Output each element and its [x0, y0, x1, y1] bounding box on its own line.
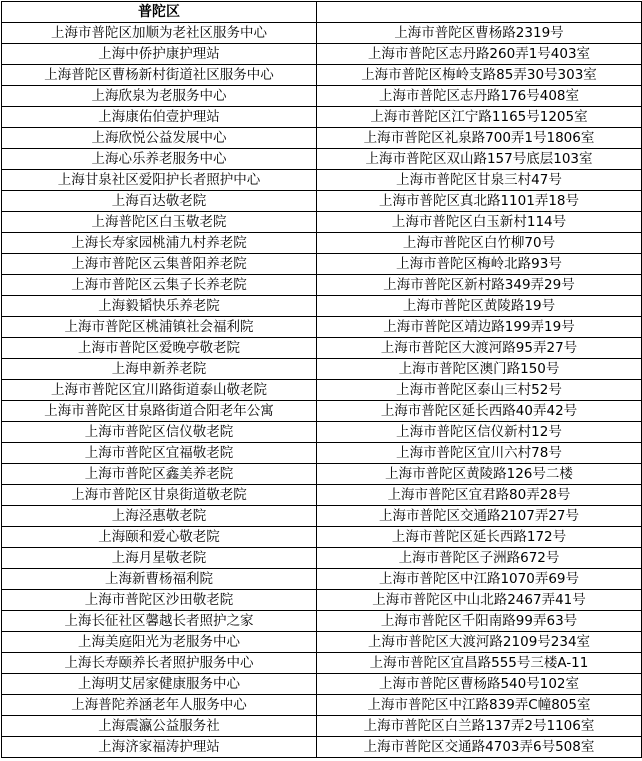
table-row	[2, 506, 642, 527]
address-cell: 上海市普陀区白玉新村114号	[317, 212, 642, 233]
org-name-cell: 上海百达敬老院	[2, 191, 317, 212]
table-row	[2, 191, 642, 212]
table-row	[2, 275, 642, 296]
table-row	[2, 695, 642, 716]
org-name-cell: 上海普陀养涵老年人服务中心	[2, 695, 317, 716]
address-cell: 上海市普陀区泰山三村52号	[317, 380, 642, 401]
org-name-cell: 上海康佑伯壹护理站	[2, 107, 317, 128]
org-name-cell: 上海中侨护康护理站	[2, 44, 317, 65]
org-name-cell: 上海市普陀区桃浦镇社会福利院	[2, 317, 317, 338]
org-name-cell: 上海普陀区曹杨新村街道社区服务中心	[2, 65, 317, 86]
table-row	[2, 338, 642, 359]
org-name-cell: 上海泾惠敬老院	[2, 506, 317, 527]
address-cell: 上海市普陀区靖边路199弄19号	[317, 317, 642, 338]
address-cell: 上海市普陀区大渡河路2109号234室	[317, 632, 642, 653]
org-name-cell: 上海市普陀区云集子长养老院	[2, 275, 317, 296]
org-name-cell: 上海市普陀区爱晚亭敬老院	[2, 338, 317, 359]
table-row	[2, 65, 642, 86]
table-row	[2, 527, 642, 548]
table-row	[2, 149, 642, 170]
address-cell: 上海市普陀区曹杨路540号102室	[317, 674, 642, 695]
address-cell: 上海市普陀区白兰路137弄2号1106室	[317, 716, 642, 737]
address-cell: 上海市普陀区真北路1101弄18号	[317, 191, 642, 212]
table-row	[2, 401, 642, 422]
table-row	[2, 548, 642, 569]
org-name-cell: 上海长寿颐养长者照护服务中心	[2, 653, 317, 674]
table-row	[2, 464, 642, 485]
table-row	[2, 296, 642, 317]
table-row	[2, 737, 642, 758]
table-title-row	[2, 2, 642, 23]
org-name-cell: 上海欣泉为老服务中心	[2, 86, 317, 107]
org-name-cell: 上海甘泉社区爱阳护长者照护中心	[2, 170, 317, 191]
address-cell: 上海市普陀区千阳南路99弄63号	[317, 611, 642, 632]
address-cell: 上海市普陀区中江路839弄C幢805室	[317, 695, 642, 716]
org-name-cell: 上海新曹杨福利院	[2, 569, 317, 590]
address-cell: 上海市普陀区宜川六村78号	[317, 443, 642, 464]
table-row	[2, 443, 642, 464]
org-address-table	[1, 1, 642, 758]
table-row	[2, 359, 642, 380]
table-row	[2, 233, 642, 254]
table-row	[2, 422, 642, 443]
org-name-cell: 上海欣悦公益发展中心	[2, 128, 317, 149]
address-cell: 上海市普陀区延长西路172号	[317, 527, 642, 548]
address-cell: 上海市普陀区信仪新村12号	[317, 422, 642, 443]
org-name-cell: 上海市普陀区信仪敬老院	[2, 422, 317, 443]
address-cell: 上海市普陀区曹杨路2319号	[317, 23, 642, 44]
address-cell: 上海市普陀区双山路157号底层103室	[317, 149, 642, 170]
table-row	[2, 569, 642, 590]
table-row	[2, 653, 642, 674]
table-title: 普陀区	[2, 2, 317, 23]
address-cell: 上海市普陀区宜昌路555号三楼A-11	[317, 653, 642, 674]
table-row	[2, 611, 642, 632]
table-row	[2, 590, 642, 611]
table-body	[2, 2, 642, 758]
org-name-cell: 上海市普陀区鑫美养老院	[2, 464, 317, 485]
address-cell: 上海市普陀区江宁路1165号1205室	[317, 107, 642, 128]
address-cell: 上海市普陀区甘泉三村47号	[317, 170, 642, 191]
org-name-cell: 上海市普陀区加顺为老社区服务中心	[2, 23, 317, 44]
org-name-cell: 上海毅韬快乐养老院	[2, 296, 317, 317]
table-row	[2, 485, 642, 506]
address-cell: 上海市普陀区宜君路80弄28号	[317, 485, 642, 506]
address-cell: 上海市普陀区中山北路2467弄41号	[317, 590, 642, 611]
address-cell: 上海市普陀区梅岭北路93号	[317, 254, 642, 275]
table-row	[2, 86, 642, 107]
table-row	[2, 212, 642, 233]
table-row	[2, 170, 642, 191]
table-row	[2, 317, 642, 338]
table-row	[2, 254, 642, 275]
address-cell: 上海市普陀区志丹路260弄1号403室	[317, 44, 642, 65]
org-name-cell: 上海长征社区馨越长者照护之家	[2, 611, 317, 632]
org-name-cell: 上海颐和爱心敬老院	[2, 527, 317, 548]
table-row	[2, 380, 642, 401]
table-row	[2, 107, 642, 128]
table-row	[2, 632, 642, 653]
table-title-blank-cell	[317, 2, 642, 23]
org-name-cell: 上海震瀛公益服务社	[2, 716, 317, 737]
address-cell: 上海市普陀区志丹路176号408室	[317, 86, 642, 107]
address-cell: 上海市普陀区白竹柳70号	[317, 233, 642, 254]
org-name-cell: 上海普陀区白玉敬老院	[2, 212, 317, 233]
address-cell: 上海市普陀区黄陵路19号	[317, 296, 642, 317]
org-name-cell: 上海市普陀区宜川路街道泰山敬老院	[2, 380, 317, 401]
address-cell: 上海市普陀区礼泉路700弄1号1806室	[317, 128, 642, 149]
address-cell: 上海市普陀区交通路4703弄6号508室	[317, 737, 642, 758]
org-name-cell: 上海市普陀区沙田敬老院	[2, 590, 317, 611]
address-cell: 上海市普陀区延长西路40弄42号	[317, 401, 642, 422]
address-cell: 上海市普陀区澳门路150号	[317, 359, 642, 380]
address-cell: 上海市普陀区梅岭支路85弄30号303室	[317, 65, 642, 86]
address-cell: 上海市普陀区交通路2107弄27号	[317, 506, 642, 527]
org-name-cell: 上海济家福涛护理站	[2, 737, 317, 758]
table-row	[2, 23, 642, 44]
address-cell: 上海市普陀区子洲路672号	[317, 548, 642, 569]
org-name-cell: 上海美庭阳光为老服务中心	[2, 632, 317, 653]
org-name-cell: 上海明艾居家健康服务中心	[2, 674, 317, 695]
table-row	[2, 674, 642, 695]
address-cell: 上海市普陀区中江路1070弄69号	[317, 569, 642, 590]
org-name-cell: 上海长寿家园桃浦九村养老院	[2, 233, 317, 254]
org-name-cell: 上海月星敬老院	[2, 548, 317, 569]
org-name-cell: 上海市普陀区甘泉路街道合阳老年公寓	[2, 401, 317, 422]
table-row	[2, 716, 642, 737]
org-name-cell: 上海心乐养老服务中心	[2, 149, 317, 170]
org-name-cell: 上海市普陀区宜福敬老院	[2, 443, 317, 464]
org-name-cell: 上海申新养老院	[2, 359, 317, 380]
table-row	[2, 44, 642, 65]
table-row	[2, 128, 642, 149]
address-cell: 上海市普陀区大渡河路95弄27号	[317, 338, 642, 359]
org-name-cell: 上海市普陀区甘泉街道敬老院	[2, 485, 317, 506]
address-cell: 上海市普陀区黄陵路126号二楼	[317, 464, 642, 485]
address-cell: 上海市普陀区新村路349弄29号	[317, 275, 642, 296]
org-name-cell: 上海市普陀区云集普阳养老院	[2, 254, 317, 275]
